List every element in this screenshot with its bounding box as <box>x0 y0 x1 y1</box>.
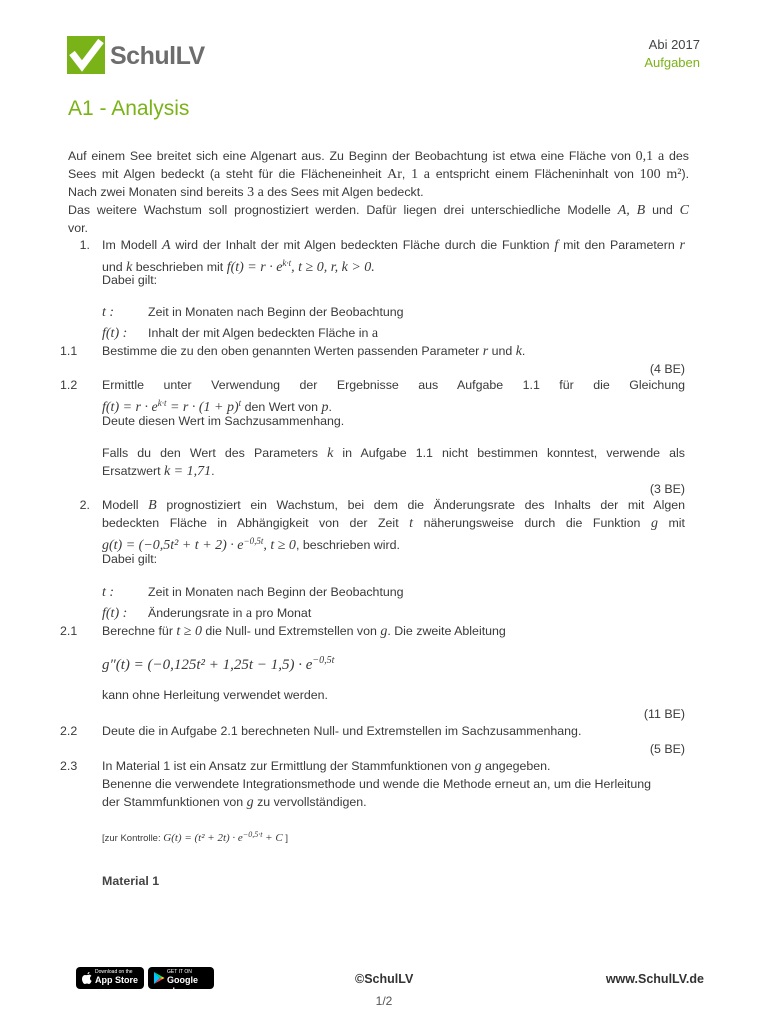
app-store-badge[interactable] <box>76 967 144 989</box>
task-2-1-line-1: Berechne für t ≥ 0 die Null- und Extremstellen von g. Die zweite Ableitung <box>102 624 506 639</box>
task-1-1-points: (4 BE) <box>649 362 685 376</box>
task-1-2-points: (3 BE) <box>649 482 685 496</box>
task-1-2-line-5: Ersatzwert k = 1,71. <box>102 464 215 479</box>
logo-text: SchulLV <box>110 42 205 70</box>
task-1-2-number: 1.2 <box>60 378 78 392</box>
task-1-def-1-text: Zeit in Monaten nach Beginn der Beobachtung <box>148 305 404 319</box>
task-1-2-line-4: Falls du den Wert des Parameters k in Aufgabe 1.1 nicht bestimmen konntest, verwende als <box>102 446 685 461</box>
task-1-def-2-label: f(t) : <box>102 326 128 341</box>
task-2-2-text: Deute die in Aufgabe 2.1 berechneten Null- und Extremstellen im Sachzusammenhang. <box>102 724 582 738</box>
task-1-line-2: und k beschrieben mit $f(t) = r \cdot e^{k\cdot t}$, t ≥ 0, r, k > 0. <box>102 258 375 276</box>
task-2-3-number: 2.3 <box>60 759 78 773</box>
intro-line-3: Nach zwei Monaten sind bereits 3 a des Sees mit Algen bedeckt. <box>68 185 424 200</box>
task-2-3-line-2: Benenne die verwendete Integrationsmethode und wende die Methode erneut an, um die Herleitung <box>102 777 652 791</box>
apple-icon <box>81 971 93 985</box>
task-2-1-points: (11 BE) <box>643 707 685 721</box>
task-2-def-2-label: f(t) : <box>102 606 128 621</box>
task-1-line-3: Dabei gilt: <box>102 273 158 287</box>
task-1-line-1: Im Modell A wird der Inhalt der mit Algen bedeckten Fläche durch die Funktion f mit den Parametern r <box>102 238 685 253</box>
copyright: ©SchulLV <box>355 972 414 986</box>
header-year: Abi 2017 <box>648 37 700 52</box>
task-2-line-2: bedeckten Fläche in Abhängigkeit von der Zeit t näherungsweise durch die Funktion g mit <box>102 516 685 531</box>
task-2-3-control: [zur Kontrolle: $G(t) = (t^2 + 2t) \cdot e^{-0,5\cdot t} + C$ ] <box>102 830 288 845</box>
task-2-1-number: 2.1 <box>60 624 78 638</box>
task-2-1-line-3: kann ohne Herleitung verwendet werden. <box>102 688 328 702</box>
header-subtitle: Aufgaben <box>644 55 700 70</box>
task-2-def-2-text: Änderungsrate in a pro Monat <box>148 606 312 621</box>
task-2-line-4: Dabei gilt: <box>102 552 158 566</box>
intro-line-4: Das weitere Wachstum soll prognostiziert werden. Dafür liegen drei unterschiedliche Modelle A, B und C <box>68 203 690 218</box>
task-1-number: 1. <box>79 238 90 252</box>
website-link[interactable]: www.SchulLV.de <box>605 972 704 986</box>
task-2-def-1-text: Zeit in Monaten nach Beginn der Beobachtung <box>148 585 404 599</box>
task-2-line-3: $g(t) = (-0,5t^2 + t + 2) \cdot e^{-0,5t}$, t ≥ 0, beschrieben wird. <box>102 536 400 554</box>
task-1-2-line-3: Deute diesen Wert im Sachzusammenhang. <box>102 414 345 428</box>
intro-line-5: vor. <box>68 221 88 235</box>
task-1-def-2-text: Inhalt der mit Algen bedeckten Fläche in a <box>148 326 379 341</box>
task-2-2-number: 2.2 <box>60 724 78 738</box>
task-2-3-line-1: In Material 1 ist ein Ansatz zur Ermittlung der Stammfunktionen von g angegeben. <box>102 759 551 774</box>
google-play-badge[interactable] <box>148 967 214 996</box>
intro-line-2: Sees mit Algen bedeckt (a steht für die Flächeneinheit Ar, 1 a entspricht einem Flächeninhalt von 100 m²). <box>68 167 690 182</box>
task-1-2-line-1: Ermittle unter Verwendung der Ergebnisse aus Aufgabe 1.1 für die Gleichung <box>102 378 685 392</box>
task-2-3-line-3: der Stammfunktionen von g zu vervollständigen. <box>102 795 367 810</box>
page-title: A1 - Analysis <box>68 97 190 120</box>
task-1-1-number: 1.1 <box>60 344 78 358</box>
google-play-small-text: GET IT ON <box>167 969 192 975</box>
task-2-def-1-label: t : <box>102 585 115 600</box>
task-2-line-1: Modell B prognostiziert ein Wachstum, bei dem die Änderungsrate des Inhalts der mit Algen <box>102 498 685 513</box>
task-1-2-line-2: $f(t) = r \cdot e^{k\cdot t} = r \cdot (1 + p)^t$ den Wert von p. <box>102 398 332 416</box>
task-2-1-formula: $g''(t) = (-0,125t^2 + 1,25t - 1,5) \cdot e^{-0,5t}$ <box>102 655 335 673</box>
app-store-text: App Store <box>95 975 139 985</box>
task-1-def-1-label: t : <box>102 305 115 320</box>
google-play-icon <box>153 971 165 985</box>
task-1-1-text: Bestimme die zu den oben genannten Werten passenden Parameter r und k. <box>102 344 526 359</box>
intro-line-1: Auf einem See breitet sich eine Algenart aus. Zu Beginn der Beobachtung ist etwa eine Fläche von 0,1 a des <box>68 149 689 164</box>
page-number: 1/2 <box>375 994 393 1008</box>
task-2-2-points: (5 BE) <box>649 742 685 756</box>
material-heading: Material 1 <box>102 874 160 888</box>
google-play-text: Google play <box>167 975 198 996</box>
task-2-number: 2. <box>79 498 90 512</box>
app-store-small-text: Download on the <box>95 969 133 975</box>
